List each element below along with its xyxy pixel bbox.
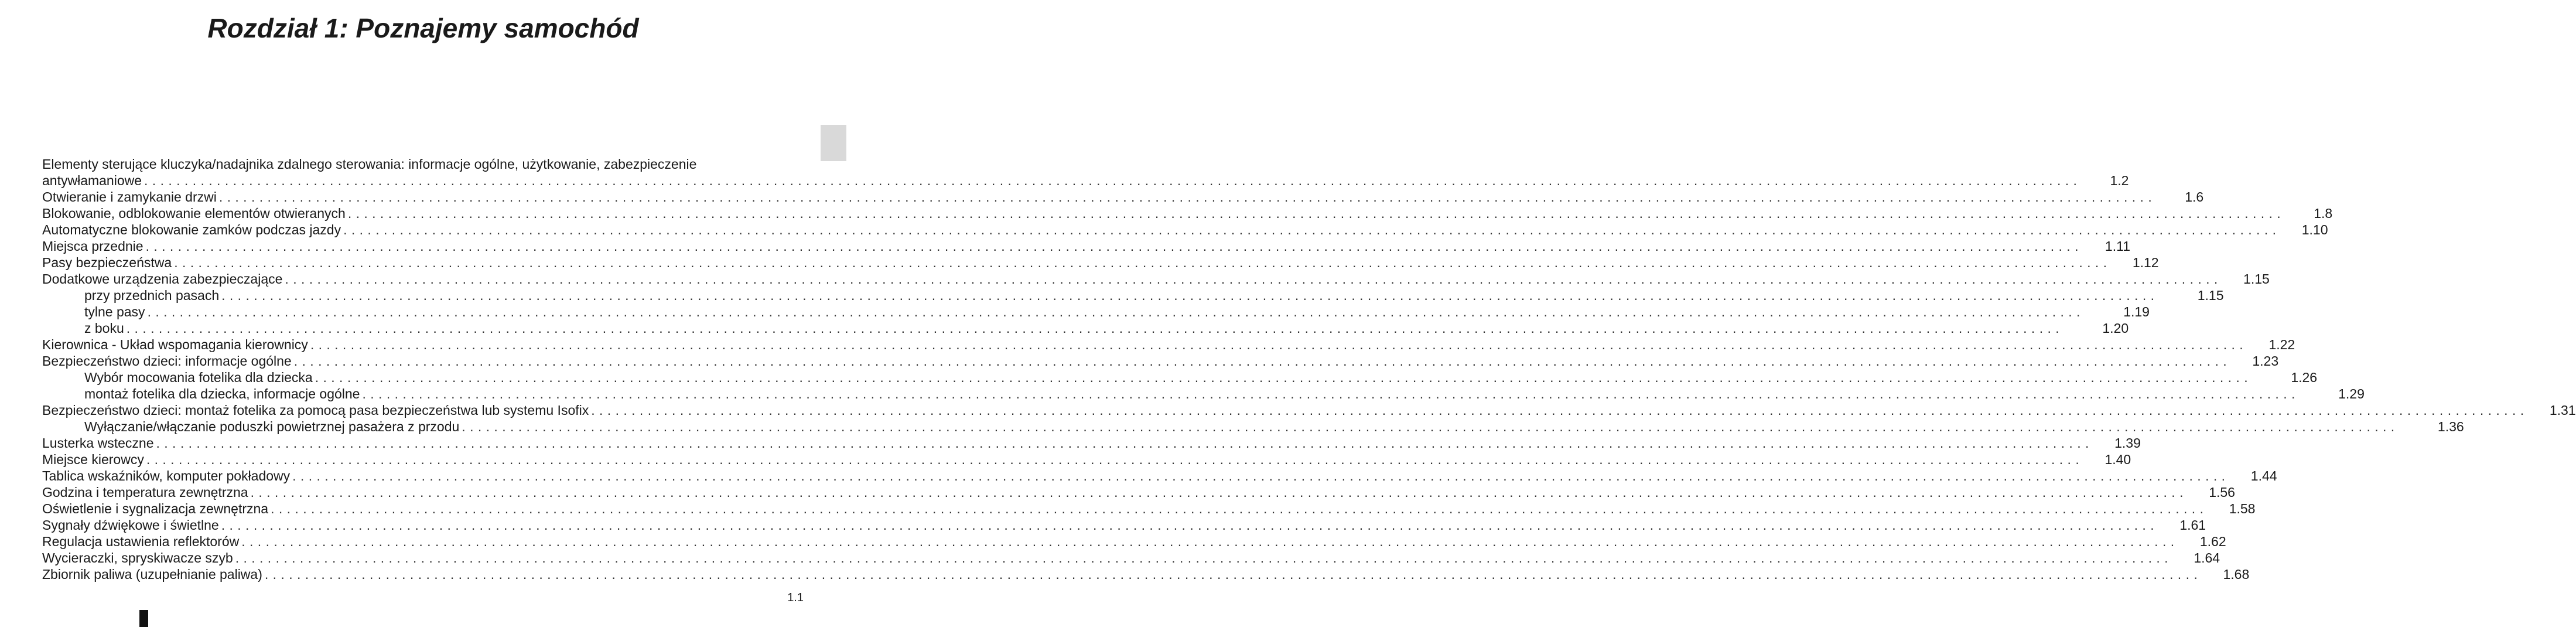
- toc-entry[interactable]: [42, 271, 2270, 287]
- toc-entry-page: 1.61: [2179, 517, 2206, 533]
- page-number: 1.1: [787, 591, 804, 604]
- toc-entry[interactable]: [42, 566, 2250, 582]
- toc-entry-title: antywłamaniowe: [42, 173, 142, 188]
- toc-entry[interactable]: [42, 238, 2130, 254]
- toc-entry-title: Wyłączanie/włączanie poduszki powietrznej pasażera z przodu: [84, 419, 460, 434]
- toc-dot-leader: . . . . . . . . . . . . . . . . . . . . . . . . . . . . . . . . . . . . . . . . . . . . . . . . . . . . . . . . . . . . . . . . . . . . . . . . . . . . . . . . . . . . . . . . . . . . . . . . . . . . . . . . . . . . . . . . . . . . . . . . . . . . . . . . . . . . . . . . . . . . . . . . . . . . . . . . . . . . . . . . . . . . . . . . . . . . . . . . . . . . . . . . . . . . . . . . . . . . . . . . . . . . . . . . . . . . . . . . . . . . . . . . . . . . . . . . . . . . . . . .: [221, 288, 2155, 303]
- toc-entry-page: 1.23: [2252, 353, 2279, 369]
- toc-entry-page: 1.12: [2132, 255, 2159, 270]
- toc-entry-page: 1.26: [2291, 370, 2318, 385]
- toc-entry-title: montaż fotelika dla dziecka, informacje ogólne: [84, 386, 360, 401]
- toc-entry-page: 1.58: [2229, 501, 2256, 516]
- toc-dot-leader: . . . . . . . . . . . . . . . . . . . . . . . . . . . . . . . . . . . . . . . . . . . . . . . . . . . . . . . . . . . . . . . . . . . . . . . . . . . . . . . . . . . . . . . . . . . . . . . . . . . . . . . . . . . . . . . . . . . . . . . . . . . . . . . . . . . . . . . . . . . . . . . . . . . . . . . . . . . . . . . . . . . . . . . . . . . . . . . . . . . . . . . . . . . . . . . . . . . . . . . . . . . . . . . . . . . . . . . . . . . . . . . . . . . . . . . . . . . . . . . .: [591, 403, 2524, 418]
- toc-entry[interactable]: [42, 222, 2328, 238]
- toc-dot-leader: . . . . . . . . . . . . . . . . . . . . . . . . . . . . . . . . . . . . . . . . . . . . . . . . . . . . . . . . . . . . . . . . . . . . . . . . . . . . . . . . . . . . . . . . . . . . . . . . . . . . . . . . . . . . . . . . . . . . . . . . . . . . . . . . . . . . . . . . . . . . . . . . . . . . . . . . . . . . . . . . . . . . . . . . . . . . . . . . . . . . . . . . . . . . . . . . . . . . . . . . . . . . . . . . . . . . . . . . . . . . . . . . . . . . . . . . . . . . . . . .: [292, 468, 2226, 483]
- toc-entry-title: Sygnały dźwiękowe i świetlne: [42, 517, 219, 533]
- toc-entry[interactable]: [42, 500, 2256, 517]
- toc-entry[interactable]: [42, 517, 2206, 533]
- toc-dot-leader: . . . . . . . . . . . . . . . . . . . . . . . . . . . . . . . . . . . . . . . . . . . . . . . . . . . . . . . . . . . . . . . . . . . . . . . . . . . . . . . . . . . . . . . . . . . . . . . . . . . . . . . . . . . . . . . . . . . . . . . . . . . . . . . . . . . . . . . . . . . . . . . . . . . . . . . . . . . . . . . . . . . . . . . . . . . . . . . . . . . . . . . . . . . . . . . . . . . . . . . . . . . . . . . . . . . . . . . . . . . . . . . . . . . . . . . . . . . . . . . .: [218, 189, 2153, 205]
- toc-entry-page: 1.64: [2194, 550, 2220, 565]
- toc-dot-leader: . . . . . . . . . . . . . . . . . . . . . . . . . . . . . . . . . . . . . . . . . . . . . . . . . . . . . . . . . . . . . . . . . . . . . . . . . . . . . . . . . . . . . . . . . . . . . . . . . . . . . . . . . . . . . . . . . . . . . . . . . . . . . . . . . . . . . . . . . . . . . . . . . . . . . . . . . . . . . . . . . . . . . . . . . . . . . . . . . . . . . . . . . . . . . . . . . . . . . . . . . . . . . . . . . . . . . . . . . . . . . . . . . . . . . . . . . . . . . . . .: [145, 238, 2079, 254]
- toc-dot-leader: . . . . . . . . . . . . . . . . . . . . . . . . . . . . . . . . . . . . . . . . . . . . . . . . . . . . . . . . . . . . . . . . . . . . . . . . . . . . . . . . . . . . . . . . . . . . . . . . . . . . . . . . . . . . . . . . . . . . . . . . . . . . . . . . . . . . . . . . . . . . . . . . . . . . . . . . . . . . . . . . . . . . . . . . . . . . . . . . . . . . . . . . . . . . . . . . . . . . . . . . . . . . . . . . . . . . . . . . . . . . . . . . . . . . . . . . . . . . . . . .: [235, 550, 2169, 565]
- toc-entry-title: Regulacja ustawienia reflektorów: [42, 534, 240, 549]
- toc-entry[interactable]: [42, 336, 2295, 353]
- toc-dot-leader: . . . . . . . . . . . . . . . . . . . . . . . . . . . . . . . . . . . . . . . . . . . . . . . . . . . . . . . . . . . . . . . . . . . . . . . . . . . . . . . . . . . . . . . . . . . . . . . . . . . . . . . . . . . . . . . . . . . . . . . . . . . . . . . . . . . . . . . . . . . . . . . . . . . . . . . . . . . . . . . . . . . . . . . . . . . . . . . . . . . . . . . . . . . . . . . . . . . . . . . . . . . . . . . . . . . . . . . . . . . . . . . . . . . . . . . . . . . . . . . .: [156, 435, 2089, 451]
- toc-entry-title: Wybór mocowania fotelika dla dziecka: [84, 370, 313, 385]
- toc-entry-title: Kierownica - Układ wspomagania kierownicy: [42, 337, 308, 352]
- toc-entry-title: Bezpieczeństwo dzieci: informacje ogólne: [42, 353, 292, 369]
- toc-entry[interactable]: [42, 369, 2318, 386]
- toc-dot-leader: . . . . . . . . . . . . . . . . . . . . . . . . . . . . . . . . . . . . . . . . . . . . . . . . . . . . . . . . . . . . . . . . . . . . . . . . . . . . . . . . . . . . . . . . . . . . . . . . . . . . . . . . . . . . . . . . . . . . . . . . . . . . . . . . . . . . . . . . . . . . . . . . . . . . . . . . . . . . . . . . . . . . . . . . . . . . . . . . . . . . . . . . . . . . . . . . . . . . . . . . . . . . . . . . . . . . . . . . . . . . . . . . . . . . . . . . . . . . . . . .: [343, 222, 2277, 237]
- toc-entry-page: 1.44: [2250, 468, 2277, 483]
- toc-entry[interactable]: [42, 484, 2235, 500]
- toc-entry[interactable]: [42, 189, 2204, 205]
- toc-entries: [42, 172, 2576, 582]
- toc-entry-first-line: Elementy sterujące kluczyka/nadajnika zdalnego sterowania: informacje ogólne, użytkowanie, zabezpieczenie: [42, 156, 697, 172]
- toc-entry[interactable]: [42, 533, 2226, 550]
- toc-dot-leader: . . . . . . . . . . . . . . . . . . . . . . . . . . . . . . . . . . . . . . . . . . . . . . . . . . . . . . . . . . . . . . . . . . . . . . . . . . . . . . . . . . . . . . . . . . . . . . . . . . . . . . . . . . . . . . . . . . . . . . . . . . . . . . . . . . . . . . . . . . . . . . . . . . . . . . . . . . . . . . . . . . . . . . . . . . . . . . . . . . . . . . . . . . . . . . . . . . . . . . . . . . . . . . . . . . . . . . . . . . . . . . . . . . . . . . . . . . . . . . . .: [362, 386, 2295, 401]
- toc-dot-leader: . . . . . . . . . . . . . . . . . . . . . . . . . . . . . . . . . . . . . . . . . . . . . . . . . . . . . . . . . . . . . . . . . . . . . . . . . . . . . . . . . . . . . . . . . . . . . . . . . . . . . . . . . . . . . . . . . . . . . . . . . . . . . . . . . . . . . . . . . . . . . . . . . . . . . . . . . . . . . . . . . . . . . . . . . . . . . . . . . . . . . . . . . . . . . . . . . . . . . . . . . . . . . . . . . . . . . . . . . . . . . . . . . . . . . . . . . . . . . . . .: [144, 173, 2078, 188]
- toc-entry[interactable]: [42, 353, 2279, 369]
- toc-entry-title: z boku: [84, 321, 124, 336]
- toc-entry-page: 1.15: [2243, 271, 2270, 287]
- toc-entry-page: 1.8: [2314, 206, 2333, 221]
- toc-entry-page: 1.10: [2301, 222, 2328, 237]
- toc-dot-leader: . . . . . . . . . . . . . . . . . . . . . . . . . . . . . . . . . . . . . . . . . . . . . . . . . . . . . . . . . . . . . . . . . . . . . . . . . . . . . . . . . . . . . . . . . . . . . . . . . . . . . . . . . . . . . . . . . . . . . . . . . . . . . . . . . . . . . . . . . . . . . . . . . . . . . . . . . . . . . . . . . . . . . . . . . . . . . . . . . . . . . . . . . . . . . . . . . . . . . . . . . . . . . . . . . . . . . . . . . . . . . . . . . . . . . . . . . . . . . . . .: [310, 337, 2244, 352]
- toc-entry[interactable]: [42, 468, 2277, 484]
- chapter-tab-marker: [821, 125, 846, 161]
- toc-entry-title: Zbiornik paliwa (uzupełnianie paliwa): [42, 567, 262, 582]
- toc-entry[interactable]: [42, 287, 2224, 304]
- toc-entry[interactable]: [42, 435, 2141, 451]
- toc-entry-page: 1.31: [2549, 403, 2576, 418]
- toc-entry[interactable]: [42, 550, 2220, 566]
- toc-entry-page: 1.62: [2199, 534, 2226, 549]
- toc-entry-page: 1.36: [2437, 419, 2464, 434]
- toc-entry-title: Tablica wskaźników, komputer pokładowy: [42, 468, 291, 483]
- page-title: Rozdział 1: Poznajemy samochód: [207, 13, 639, 43]
- toc-entry[interactable]: [42, 172, 2129, 189]
- toc-dot-leader: . . . . . . . . . . . . . . . . . . . . . . . . . . . . . . . . . . . . . . . . . . . . . . . . . . . . . . . . . . . . . . . . . . . . . . . . . . . . . . . . . . . . . . . . . . . . . . . . . . . . . . . . . . . . . . . . . . . . . . . . . . . . . . . . . . . . . . . . . . . . . . . . . . . . . . . . . . . . . . . . . . . . . . . . . . . . . . . . . . . . . . . . . . . . . . . . . . . . . . . . . . . . . . . . . . . . . . . . . . . . . . . . . . . . . . . . . . . . . . . .: [241, 534, 2175, 549]
- toc-entry[interactable]: [42, 254, 2159, 271]
- toc-dot-leader: . . . . . . . . . . . . . . . . . . . . . . . . . . . . . . . . . . . . . . . . . . . . . . . . . . . . . . . . . . . . . . . . . . . . . . . . . . . . . . . . . . . . . . . . . . . . . . . . . . . . . . . . . . . . . . . . . . . . . . . . . . . . . . . . . . . . . . . . . . . . . . . . . . . . . . . . . . . . . . . . . . . . . . . . . . . . . . . . . . . . . . . . . . . . . . . . . . . . . . . . . . . . . . . . . . . . . . . . . . . . . . . . . . . . . . . . . . . . . . . .: [315, 370, 2249, 385]
- toc-entry-title: Blokowanie, odblokowanie elementów otwieranych: [42, 206, 346, 221]
- toc-entry[interactable]: [42, 451, 2131, 468]
- toc-entry-title: Bezpieczeństwo dzieci: montaż fotelika za pomocą pasa bezpieczeństwa lub systemu Isofix: [42, 403, 589, 418]
- toc-entry-page: 1.15: [2197, 288, 2224, 303]
- footer-mark: [139, 610, 148, 627]
- toc-entry-page: 1.29: [2338, 386, 2365, 401]
- toc-dot-leader: . . . . . . . . . . . . . . . . . . . . . . . . . . . . . . . . . . . . . . . . . . . . . . . . . . . . . . . . . . . . . . . . . . . . . . . . . . . . . . . . . . . . . . . . . . . . . . . . . . . . . . . . . . . . . . . . . . . . . . . . . . . . . . . . . . . . . . . . . . . . . . . . . . . . . . . . . . . . . . . . . . . . . . . . . . . . . . . . . . . . . . . . . . . . . . . . . . . . . . . . . . . . . . . . . . . . . . . . . . . . . . . . . . . . . . . . . . . . . . . .: [147, 304, 2080, 319]
- table-of-contents: [42, 156, 2576, 582]
- toc-dot-leader: . . . . . . . . . . . . . . . . . . . . . . . . . . . . . . . . . . . . . . . . . . . . . . . . . . . . . . . . . . . . . . . . . . . . . . . . . . . . . . . . . . . . . . . . . . . . . . . . . . . . . . . . . . . . . . . . . . . . . . . . . . . . . . . . . . . . . . . . . . . . . . . . . . . . . . . . . . . . . . . . . . . . . . . . . . . . . . . . . . . . . . . . . . . . . . . . . . . . . . . . . . . . . . . . . . . . . . . . . . . . . . . . . . . . . . . . . . . . . . . .: [174, 255, 2107, 270]
- toc-entry[interactable]: [42, 320, 2129, 336]
- toc-dot-leader: . . . . . . . . . . . . . . . . . . . . . . . . . . . . . . . . . . . . . . . . . . . . . . . . . . . . . . . . . . . . . . . . . . . . . . . . . . . . . . . . . . . . . . . . . . . . . . . . . . . . . . . . . . . . . . . . . . . . . . . . . . . . . . . . . . . . . . . . . . . . . . . . . . . . . . . . . . . . . . . . . . . . . . . . . . . . . . . . . . . . . . . . . . . . . . . . . . . . . . . . . . . . . . . . . . . . . . . . . . . . . . . . . . . . . . . . . . . . . . . .: [126, 321, 2060, 336]
- toc-entry-title: tylne pasy: [84, 304, 145, 319]
- toc-entry[interactable]: [42, 205, 2333, 222]
- toc-entry-title: Miejsce kierowcy: [42, 452, 144, 467]
- toc-entry-page: 1.22: [2268, 337, 2295, 352]
- toc-dot-leader: . . . . . . . . . . . . . . . . . . . . . . . . . . . . . . . . . . . . . . . . . . . . . . . . . . . . . . . . . . . . . . . . . . . . . . . . . . . . . . . . . . . . . . . . . . . . . . . . . . . . . . . . . . . . . . . . . . . . . . . . . . . . . . . . . . . . . . . . . . . . . . . . . . . . . . . . . . . . . . . . . . . . . . . . . . . . . . . . . . . . . . . . . . . . . . . . . . . . . . . . . . . . . . . . . . . . . . . . . . . . . . . . . . . . . . . . . . . . . . . .: [221, 517, 2155, 533]
- toc-dot-leader: . . . . . . . . . . . . . . . . . . . . . . . . . . . . . . . . . . . . . . . . . . . . . . . . . . . . . . . . . . . . . . . . . . . . . . . . . . . . . . . . . . . . . . . . . . . . . . . . . . . . . . . . . . . . . . . . . . . . . . . . . . . . . . . . . . . . . . . . . . . . . . . . . . . . . . . . . . . . . . . . . . . . . . . . . . . . . . . . . . . . . . . . . . . . . . . . . . . . . . . . . . . . . . . . . . . . . . . . . . . . . . . . . . . . . . . . . . . . . . . .: [347, 206, 2281, 221]
- toc-entry-page: 1.6: [2185, 189, 2204, 205]
- toc-dot-leader: . . . . . . . . . . . . . . . . . . . . . . . . . . . . . . . . . . . . . . . . . . . . . . . . . . . . . . . . . . . . . . . . . . . . . . . . . . . . . . . . . . . . . . . . . . . . . . . . . . . . . . . . . . . . . . . . . . . . . . . . . . . . . . . . . . . . . . . . . . . . . . . . . . . . . . . . . . . . . . . . . . . . . . . . . . . . . . . . . . . . . . . . . . . . . . . . . . . . . . . . . . . . . . . . . . . . . . . . . . . . . . . . . . . . . . . . . . . . . . . .: [285, 271, 2218, 287]
- toc-entry[interactable]: [42, 304, 2150, 320]
- toc-entry-title: Pasy bezpieczeństwa: [42, 255, 172, 270]
- toc-entry[interactable]: [42, 418, 2464, 435]
- toc-entry-page: 1.11: [2104, 238, 2130, 254]
- toc-dot-leader: . . . . . . . . . . . . . . . . . . . . . . . . . . . . . . . . . . . . . . . . . . . . . . . . . . . . . . . . . . . . . . . . . . . . . . . . . . . . . . . . . . . . . . . . . . . . . . . . . . . . . . . . . . . . . . . . . . . . . . . . . . . . . . . . . . . . . . . . . . . . . . . . . . . . . . . . . . . . . . . . . . . . . . . . . . . . . . . . . . . . . . . . . . . . . . . . . . . . . . . . . . . . . . . . . . . . . . . . . . . . . . . . . . . . . . . . . . . . . . . .: [250, 485, 2184, 500]
- toc-entry-page: 1.56: [2209, 485, 2235, 500]
- toc-dot-leader: . . . . . . . . . . . . . . . . . . . . . . . . . . . . . . . . . . . . . . . . . . . . . . . . . . . . . . . . . . . . . . . . . . . . . . . . . . . . . . . . . . . . . . . . . . . . . . . . . . . . . . . . . . . . . . . . . . . . . . . . . . . . . . . . . . . . . . . . . . . . . . . . . . . . . . . . . . . . . . . . . . . . . . . . . . . . . . . . . . . . . . . . . . . . . . . . . . . . . . . . . . . . . . . . . . . . . . . . . . . . . . . . . . . . . . . . . . . . . . . .: [462, 419, 2395, 434]
- toc-entry-title: Godzina i temperatura zewnętrzna: [42, 485, 248, 500]
- toc-entry-title: Dodatkowe urządzenia zabezpieczające: [42, 271, 283, 287]
- toc-entry-page: 1.20: [2102, 321, 2129, 336]
- toc-entry-title: Lusterka wsteczne: [42, 435, 154, 451]
- toc-entry[interactable]: [42, 386, 2365, 402]
- toc-entry-page: 1.68: [2223, 567, 2250, 582]
- toc-entry-title: Wycieraczki, spryskiwacze szyb: [42, 550, 233, 565]
- toc-entry-title: Otwieranie i zamykanie drzwi: [42, 189, 217, 205]
- toc-entry-title: Miejsca przednie: [42, 238, 144, 254]
- toc-entry-page: 1.19: [2123, 304, 2150, 319]
- toc-entry-title: Automatyczne blokowanie zamków podczas jazdy: [42, 222, 341, 237]
- toc-dot-leader: . . . . . . . . . . . . . . . . . . . . . . . . . . . . . . . . . . . . . . . . . . . . . . . . . . . . . . . . . . . . . . . . . . . . . . . . . . . . . . . . . . . . . . . . . . . . . . . . . . . . . . . . . . . . . . . . . . . . . . . . . . . . . . . . . . . . . . . . . . . . . . . . . . . . . . . . . . . . . . . . . . . . . . . . . . . . . . . . . . . . . . . . . . . . . . . . . . . . . . . . . . . . . . . . . . . . . . . . . . . . . . . . . . . . . . . . . . . . . . . .: [271, 501, 2204, 516]
- toc-entry-title: przy przednich pasach: [84, 288, 220, 303]
- toc-dot-leader: . . . . . . . . . . . . . . . . . . . . . . . . . . . . . . . . . . . . . . . . . . . . . . . . . . . . . . . . . . . . . . . . . . . . . . . . . . . . . . . . . . . . . . . . . . . . . . . . . . . . . . . . . . . . . . . . . . . . . . . . . . . . . . . . . . . . . . . . . . . . . . . . . . . . . . . . . . . . . . . . . . . . . . . . . . . . . . . . . . . . . . . . . . . . . . . . . . . . . . . . . . . . . . . . . . . . . . . . . . . . . . . . . . . . . . . . . . . . . . . .: [264, 567, 2198, 582]
- toc-entry-title: Oświetlenie i sygnalizacja zewnętrzna: [42, 501, 269, 516]
- toc-entry-page: 1.39: [2114, 435, 2141, 451]
- toc-dot-leader: . . . . . . . . . . . . . . . . . . . . . . . . . . . . . . . . . . . . . . . . . . . . . . . . . . . . . . . . . . . . . . . . . . . . . . . . . . . . . . . . . . . . . . . . . . . . . . . . . . . . . . . . . . . . . . . . . . . . . . . . . . . . . . . . . . . . . . . . . . . . . . . . . . . . . . . . . . . . . . . . . . . . . . . . . . . . . . . . . . . . . . . . . . . . . . . . . . . . . . . . . . . . . . . . . . . . . . . . . . . . . . . . . . . . . . . . . . . . . . . .: [146, 452, 2080, 467]
- toc-entry-page: 1.2: [2110, 173, 2129, 188]
- toc-dot-leader: . . . . . . . . . . . . . . . . . . . . . . . . . . . . . . . . . . . . . . . . . . . . . . . . . . . . . . . . . . . . . . . . . . . . . . . . . . . . . . . . . . . . . . . . . . . . . . . . . . . . . . . . . . . . . . . . . . . . . . . . . . . . . . . . . . . . . . . . . . . . . . . . . . . . . . . . . . . . . . . . . . . . . . . . . . . . . . . . . . . . . . . . . . . . . . . . . . . . . . . . . . . . . . . . . . . . . . . . . . . . . . . . . . . . . . . . . . . . . . . .: [293, 353, 2227, 369]
- toc-entry[interactable]: [42, 402, 2576, 418]
- toc-entry-page: 1.40: [2104, 452, 2131, 467]
